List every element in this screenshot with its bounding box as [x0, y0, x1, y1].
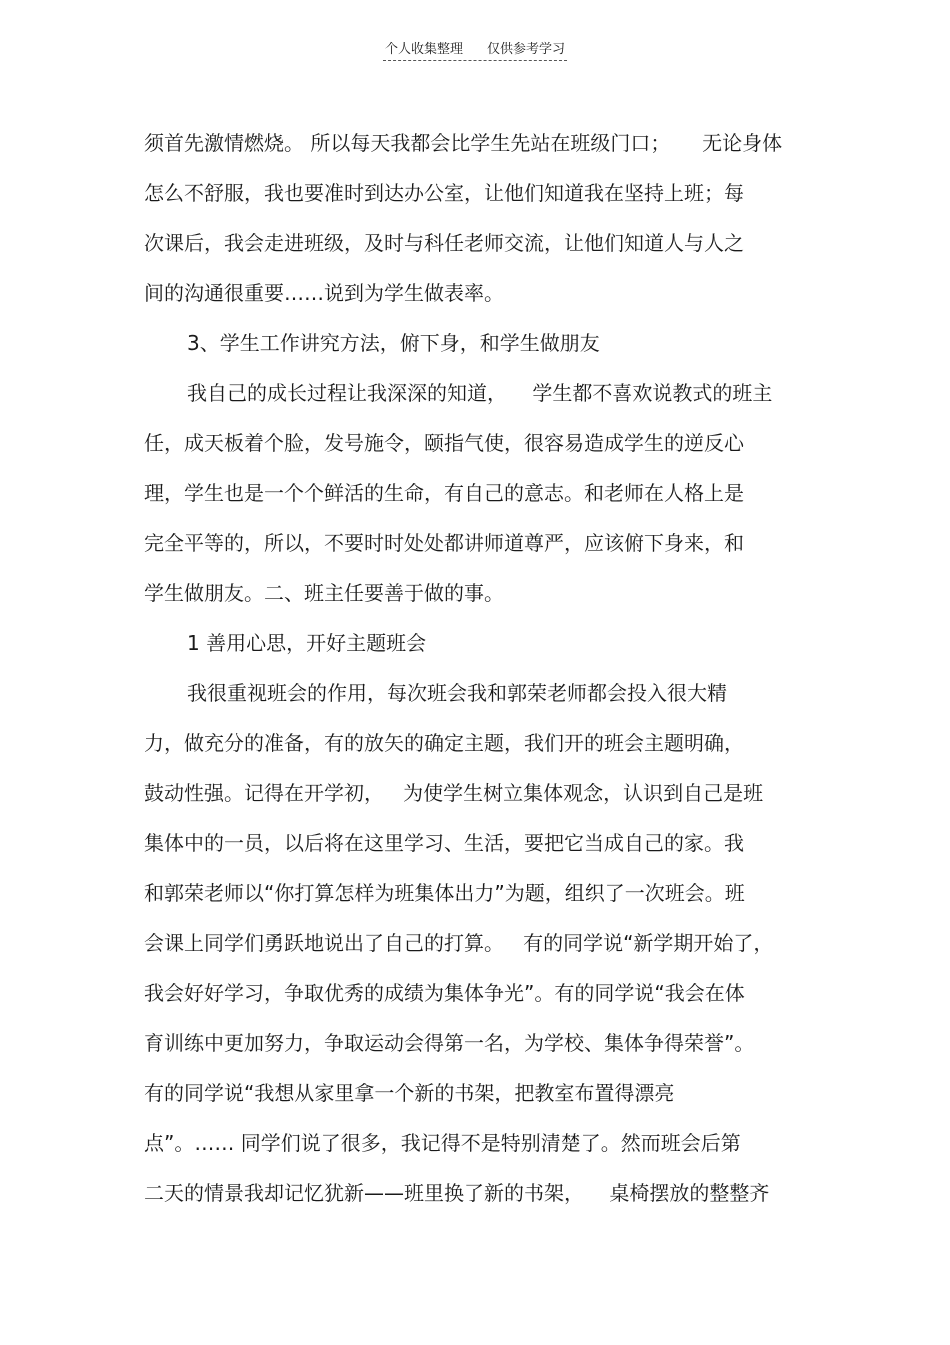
- header-banner: [383, 38, 567, 61]
- text-line: 集体中的一员，以后将在这里学习、生活，要把它当成自己的家。我: [144, 831, 744, 855]
- header-left-text: 个人收集整理: [384, 42, 463, 57]
- text-line: 理，学生也是一个个鲜活的生命，有自己的意志。和老师在人格上是: [144, 481, 744, 505]
- text-line: 二天的情景我却记忆犹新——班里换了新的书架， 桌椅摆放的整整齐: [144, 1181, 770, 1205]
- text-line: 完全平等的，所以，不要时时处处都讲师道尊严，应该俯下身来，和: [144, 531, 744, 555]
- text-line: 间的沟通很重要……说到为学生做表率。: [144, 281, 504, 305]
- text-line: 我会好好学习，争取优秀的成绩为集体争光”。有的同学说“我会在体: [144, 981, 745, 1005]
- text-line: 怎么不舒服，我也要准时到达办公室，让他们知道我在坚持上班；每: [144, 181, 744, 205]
- text-line: 会课上同学们勇跃地说出了自己的打算。 有的同学说“新学期开始了，: [144, 931, 774, 955]
- text-line: 3、学生工作讲究方法，俯下身，和学生做朋友: [187, 331, 600, 355]
- text-line: 须首先激情燃烧。 所以每天我都会比学生先站在班级门口； 无论身体: [144, 131, 783, 155]
- text-line: 育训练中更加努力，争取运动会得第一名，为学校、集体争得荣誉”。: [144, 1031, 755, 1055]
- text-line: 点”。…… 同学们说了很多，我记得不是特别清楚了。然而班会后第: [144, 1131, 741, 1155]
- header-right-text: 仅供参考学习: [487, 42, 566, 57]
- text-line: 我很重视班会的作用，每次班会我和郭荣老师都会投入很大精: [187, 681, 727, 705]
- text-line: 次课后，我会走进班级，及时与科任老师交流，让他们知道人与人之: [144, 231, 744, 255]
- text-line: 有的同学说“我想从家里拿一个新的书架，把教室布置得漂亮: [144, 1081, 675, 1105]
- text-line: 1 善用心思，开好主题班会: [187, 631, 427, 655]
- text-line: 力，做充分的准备，有的放矢的确定主题，我们开的班会主题明确，: [144, 731, 744, 755]
- page-header: [0, 38, 950, 61]
- text-line: 任，成天板着个脸，发号施令，颐指气使，很容易造成学生的逆反心: [144, 431, 744, 455]
- text-line: 鼓动性强。记得在开学初， 为使学生树立集体观念，认识到自己是班: [144, 781, 764, 805]
- document-body: [144, 118, 824, 1218]
- text-line: 和郭荣老师以“你打算怎样为班集体出力”为题，组织了一次班会。班: [144, 881, 745, 905]
- text-line: 我自己的成长过程让我深深的知道， 学生都不喜欢说教式的班主: [187, 381, 773, 405]
- text-line: 学生做朋友。二、班主任要善于做的事。: [144, 581, 504, 605]
